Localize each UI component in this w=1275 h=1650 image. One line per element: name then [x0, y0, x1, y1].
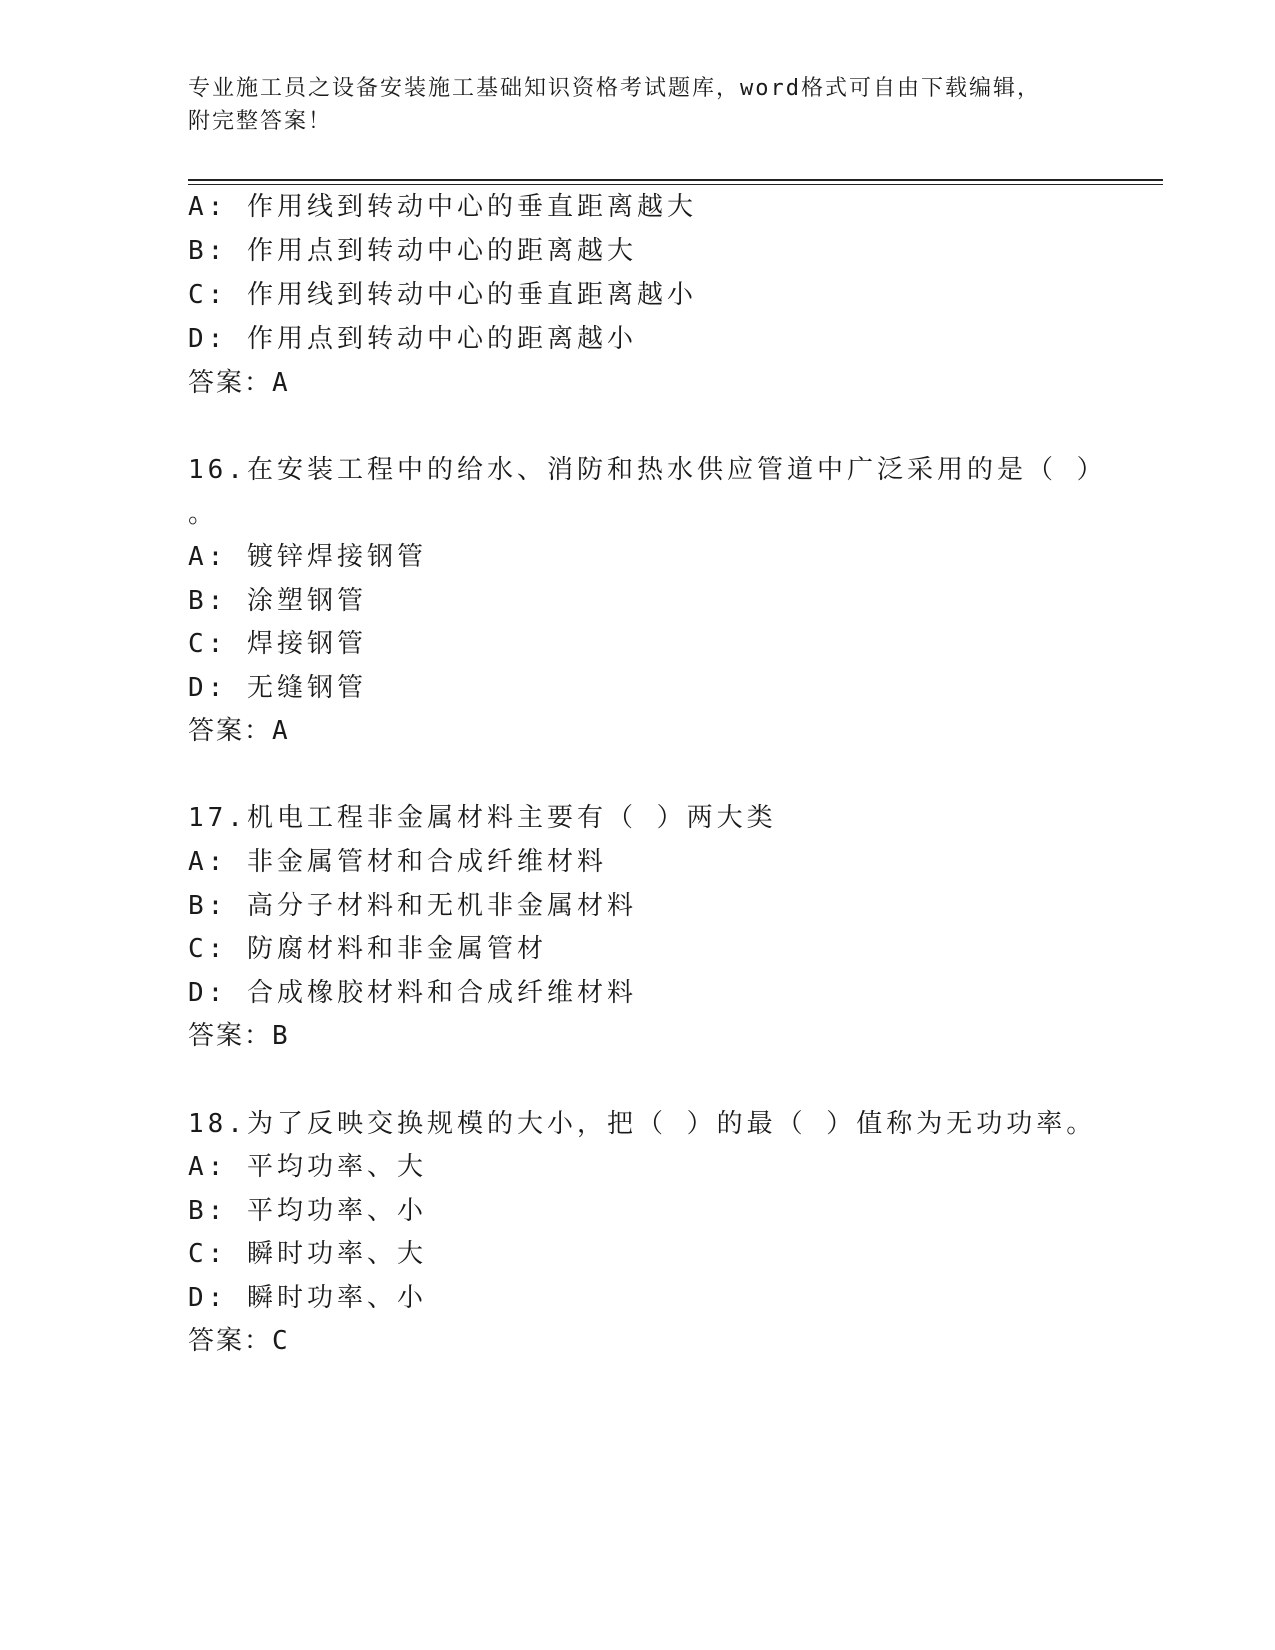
q17-answer: [188, 1019, 290, 1053]
document-header: [188, 72, 1088, 138]
q16-option-a: A: 镀锌焊接钢管: [188, 542, 427, 572]
q16-option-b: B: 涂塑钢管: [188, 586, 367, 616]
q16-answer: [188, 714, 290, 748]
header-title-line-1: 专业施工员之设备安装施工基础知识资格考试题库，word格式可自由下载编辑，: [188, 76, 1041, 101]
q16-question: 16.在安装工程中的给水、消防和热水供应管道中广泛采用的是（ ）: [188, 455, 1107, 485]
answer-label: 答案：: [188, 1326, 273, 1356]
q17-question: 17.机电工程非金属材料主要有（ ）两大类: [188, 803, 777, 833]
q15-answer-value: A: [272, 368, 290, 398]
answer-label: 答案：: [188, 1021, 273, 1051]
q15-option-d: D: 作用点到转动中心的距离越小: [188, 324, 637, 354]
q18-option-c: C: 瞬时功率、大: [188, 1239, 427, 1269]
q17-option-a: A: 非金属管材和合成纤维材料: [188, 847, 607, 877]
q18-question: 18.为了反映交换规模的大小，把（ ）的最（ ）值称为无功功率。: [188, 1109, 1097, 1139]
q18-answer-value: C: [272, 1326, 290, 1356]
q17-option-c: C: 防腐材料和非金属管材: [188, 934, 547, 964]
q17-option-b: B: 高分子材料和无机非金属材料: [188, 891, 637, 921]
q16-answer-value: A: [272, 716, 290, 746]
q15-option-a: A: 作用线到转动中心的垂直距离越大: [188, 192, 697, 222]
answer-label: 答案：: [188, 368, 273, 398]
q17-option-d: D: 合成橡胶材料和合成纤维材料: [188, 978, 637, 1008]
q18-option-a: A: 平均功率、大: [188, 1152, 427, 1182]
q18-option-d: D: 瞬时功率、小: [188, 1283, 427, 1313]
header-divider-thick: [188, 179, 1163, 181]
header-divider-thin: [188, 184, 1163, 185]
q18-answer: [188, 1324, 290, 1358]
q15-option-b: B: 作用点到转动中心的距离越大: [188, 236, 637, 266]
q17-answer-value: B: [272, 1021, 290, 1051]
q15-answer: [188, 366, 290, 400]
answer-label: 答案：: [188, 716, 273, 746]
q16-question-continuation: 。: [188, 499, 219, 529]
q16-option-c: C: 焊接钢管: [188, 629, 367, 659]
q15-option-c: C: 作用线到转动中心的垂直距离越小: [188, 280, 697, 310]
q18-option-b: B: 平均功率、小: [188, 1196, 427, 1226]
header-title-line-2: 附完整答案！: [188, 109, 333, 134]
q16-option-d: D: 无缝钢管: [188, 673, 367, 703]
